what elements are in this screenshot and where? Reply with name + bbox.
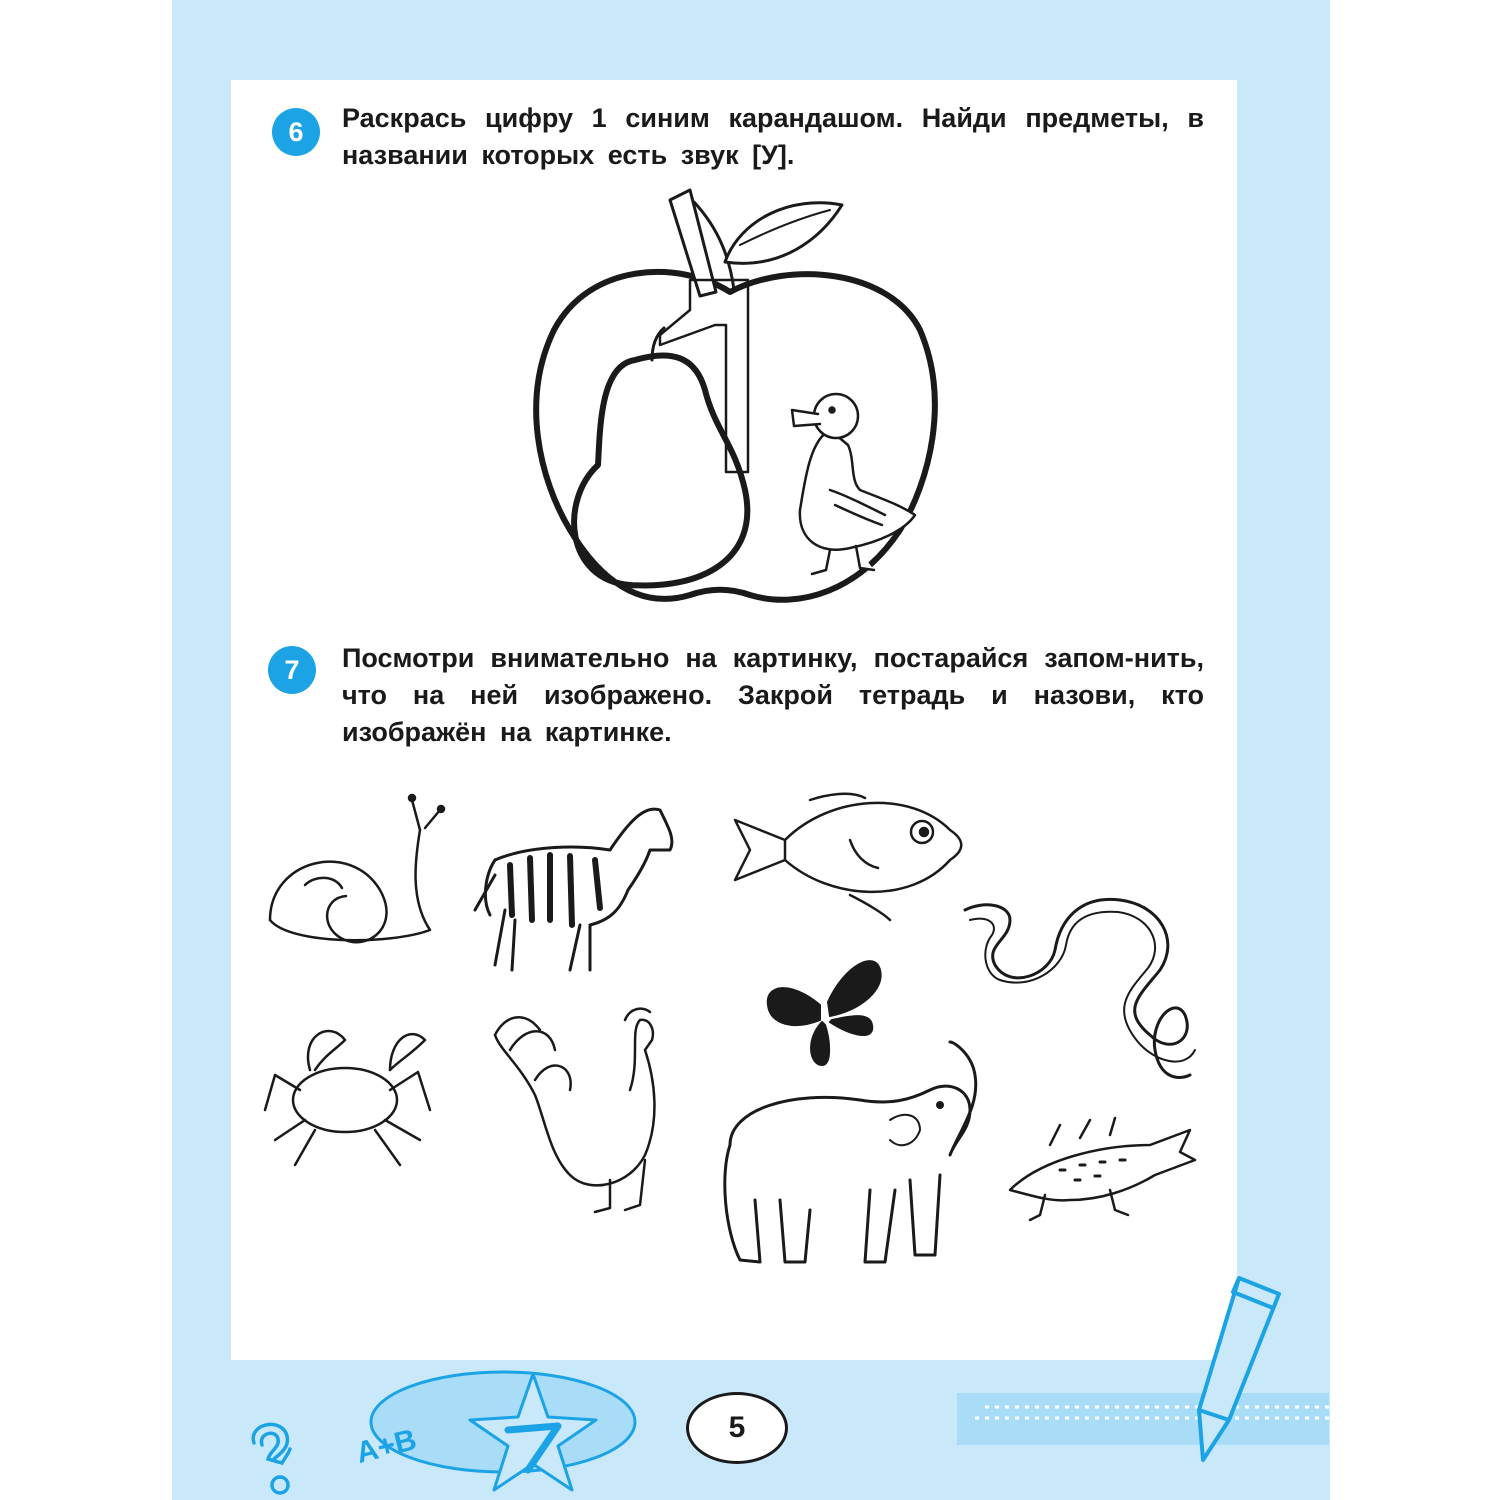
task-7-picture <box>250 780 1210 1290</box>
task-6-number-badge: 6 <box>272 108 320 156</box>
elephant-drawing <box>725 1042 976 1262</box>
duck-outline <box>792 394 915 574</box>
pear-outline <box>574 328 747 586</box>
pencil-icon <box>1195 1270 1285 1465</box>
snail-drawing <box>270 795 444 942</box>
formula-decoration: A+B <box>352 1423 420 1470</box>
question-mark-icon <box>240 1415 300 1500</box>
task-6-picture <box>530 190 950 620</box>
fish-drawing <box>735 794 961 920</box>
task-7-text: Посмотри внимательно на картинку, постарайся запом-нить, что на ней изображено. Закрой тетрадь и назови, кто изображён на картинке. <box>342 643 1204 747</box>
crab-drawing <box>265 1031 430 1165</box>
page-number: 5 <box>686 1392 788 1464</box>
zebra-drawing <box>475 809 672 970</box>
butterfly-drawing <box>768 961 881 1065</box>
rooster-drawing <box>495 1009 654 1212</box>
digit-1-outline <box>660 280 748 472</box>
snake-drawing <box>965 899 1195 1077</box>
task-7-number-badge: 7 <box>268 646 316 694</box>
task-6-text: Раскрась цифру 1 синим карандашом. Найди предметы, в названии которых есть звук [У]. <box>342 103 1204 170</box>
crocodile-drawing <box>1010 1118 1195 1220</box>
